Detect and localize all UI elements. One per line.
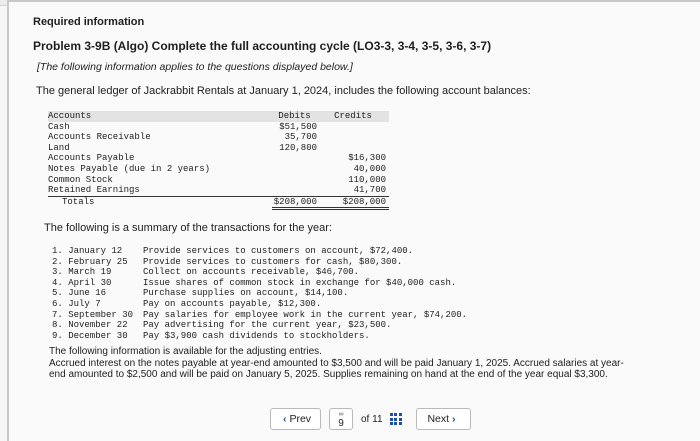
table-row xyxy=(48,185,389,196)
transaction-date: 9. December 30 xyxy=(52,330,128,341)
table-row xyxy=(48,164,389,175)
list-item xyxy=(52,278,467,289)
transaction-desc: Pay salaries for employee work in the current year, $74,200. xyxy=(143,309,468,320)
adjusting-intro: The following information is available for the adjusting entries. xyxy=(49,346,322,357)
page-select[interactable] xyxy=(329,408,353,430)
chevron-left-icon: ‹ xyxy=(282,413,287,425)
list-item xyxy=(52,320,467,331)
transaction-date: 7. September 30 xyxy=(52,309,134,320)
debit-value xyxy=(272,164,320,175)
table-row xyxy=(48,153,389,164)
credit-value: 41,700 xyxy=(320,185,389,196)
debit-value: $51,500 xyxy=(279,121,317,132)
debit-value xyxy=(272,153,320,164)
ledger-header-row xyxy=(48,111,389,122)
list-item xyxy=(52,257,467,268)
accounts-header: Accounts xyxy=(48,111,272,122)
current-page: 9 xyxy=(338,418,344,429)
table-row xyxy=(48,143,389,154)
transaction-desc: Provide services to customers for cash, $80,300. xyxy=(143,256,403,267)
transaction-date: 8. November 22 xyxy=(52,320,128,331)
transactions-list xyxy=(52,246,467,341)
account-name: Land xyxy=(48,142,70,153)
adjusting-details: Accrued interest on the notes payable at year-end amounted to $3,500 and will be paid January 1, 2025. Accrued salaries at year-end amounted to $2,500 and will be paid on January 5, 2025. Supplies remaining on hand at the end of the year equal $3,300. xyxy=(49,357,624,380)
debit-value: 35,700 xyxy=(284,132,317,143)
account-name: Accounts Payable xyxy=(48,153,135,164)
credit-value xyxy=(320,143,389,154)
grid-icon[interactable] xyxy=(390,413,402,425)
ledger-table xyxy=(48,111,389,210)
transaction-desc: Pay advertising for the current year, $23,500. xyxy=(143,320,392,331)
account-name: Notes Payable (due in 2 years) xyxy=(48,163,211,174)
transaction-desc: Provide services to customers on account, $72,400. xyxy=(143,246,414,256)
transaction-date: 2. February 25 xyxy=(52,256,128,267)
list-item xyxy=(52,310,467,321)
applies-note: [The following information applies to the questions displayed below.] xyxy=(37,61,353,73)
credits-header: Credits xyxy=(320,111,389,122)
next-button[interactable] xyxy=(416,408,471,430)
list-item xyxy=(52,299,467,310)
transaction-date: 3. March 19 xyxy=(52,267,112,278)
transaction-desc: Issue shares of common stock in exchange for $40,000 cash. xyxy=(143,277,457,288)
transaction-desc: Pay on accounts payable, $12,300. xyxy=(143,298,322,309)
debit-value xyxy=(272,175,320,186)
chevron-right-icon: › xyxy=(452,413,456,425)
totals-label: Totals xyxy=(48,196,272,209)
credit-value: 40,000 xyxy=(353,163,386,174)
page-indicator xyxy=(329,408,402,430)
transactions-intro: The following is a summary of the transactions for the year: xyxy=(44,222,332,234)
transaction-date: 6. July 7 xyxy=(52,298,101,309)
debits-header: Debits xyxy=(272,111,320,122)
prev-button[interactable] xyxy=(270,408,321,430)
totals-row xyxy=(48,196,389,209)
transaction-date: 4. April 30 xyxy=(52,277,112,288)
required-info-heading: Required information xyxy=(33,16,145,28)
pagination-bar xyxy=(270,408,471,430)
list-item xyxy=(52,267,467,278)
total-credits: $208,000 xyxy=(320,196,389,209)
credit-value: 110,000 xyxy=(348,174,386,185)
table-row xyxy=(48,175,389,186)
account-name: Accounts Receivable xyxy=(48,132,151,143)
credit-value xyxy=(320,132,389,143)
table-row xyxy=(48,132,389,143)
problem-title: Problem 3-9B (Algo) Complete the full accounting cycle (LO3-3, 3-4, 3-5, 3-6, 3-7) xyxy=(33,39,492,53)
account-name: Cash xyxy=(48,121,70,132)
credit-value xyxy=(320,122,389,133)
adjusting-info xyxy=(49,346,629,381)
ledger-intro: The general ledger of Jackrabbit Rentals at January 1, 2024, includes the following account balances: xyxy=(36,85,531,97)
page-total: of 11 xyxy=(361,413,383,425)
list-item xyxy=(52,288,467,299)
debit-value: 120,800 xyxy=(279,142,317,153)
account-name: Retained Earnings xyxy=(48,185,140,196)
table-row xyxy=(48,122,389,133)
next-label: Next xyxy=(427,413,450,425)
credit-value: $16,300 xyxy=(348,153,386,164)
transaction-desc: Pay $3,900 cash dividends to stockholders. xyxy=(143,330,370,341)
transaction-desc: Purchase supplies on account, $14,100. xyxy=(143,288,349,299)
transaction-desc: Collect on accounts receivable, $46,700. xyxy=(143,267,360,278)
list-item xyxy=(52,246,467,257)
prev-label: Prev xyxy=(289,413,312,425)
transaction-date: 1. January 12 xyxy=(52,246,123,256)
link-icon: ∞ xyxy=(338,411,344,418)
debit-value xyxy=(272,185,320,196)
total-debits: $208,000 xyxy=(272,196,320,209)
transaction-date: 5. June 16 xyxy=(52,288,107,299)
account-name: Common Stock xyxy=(48,174,113,185)
list-item xyxy=(52,331,467,342)
